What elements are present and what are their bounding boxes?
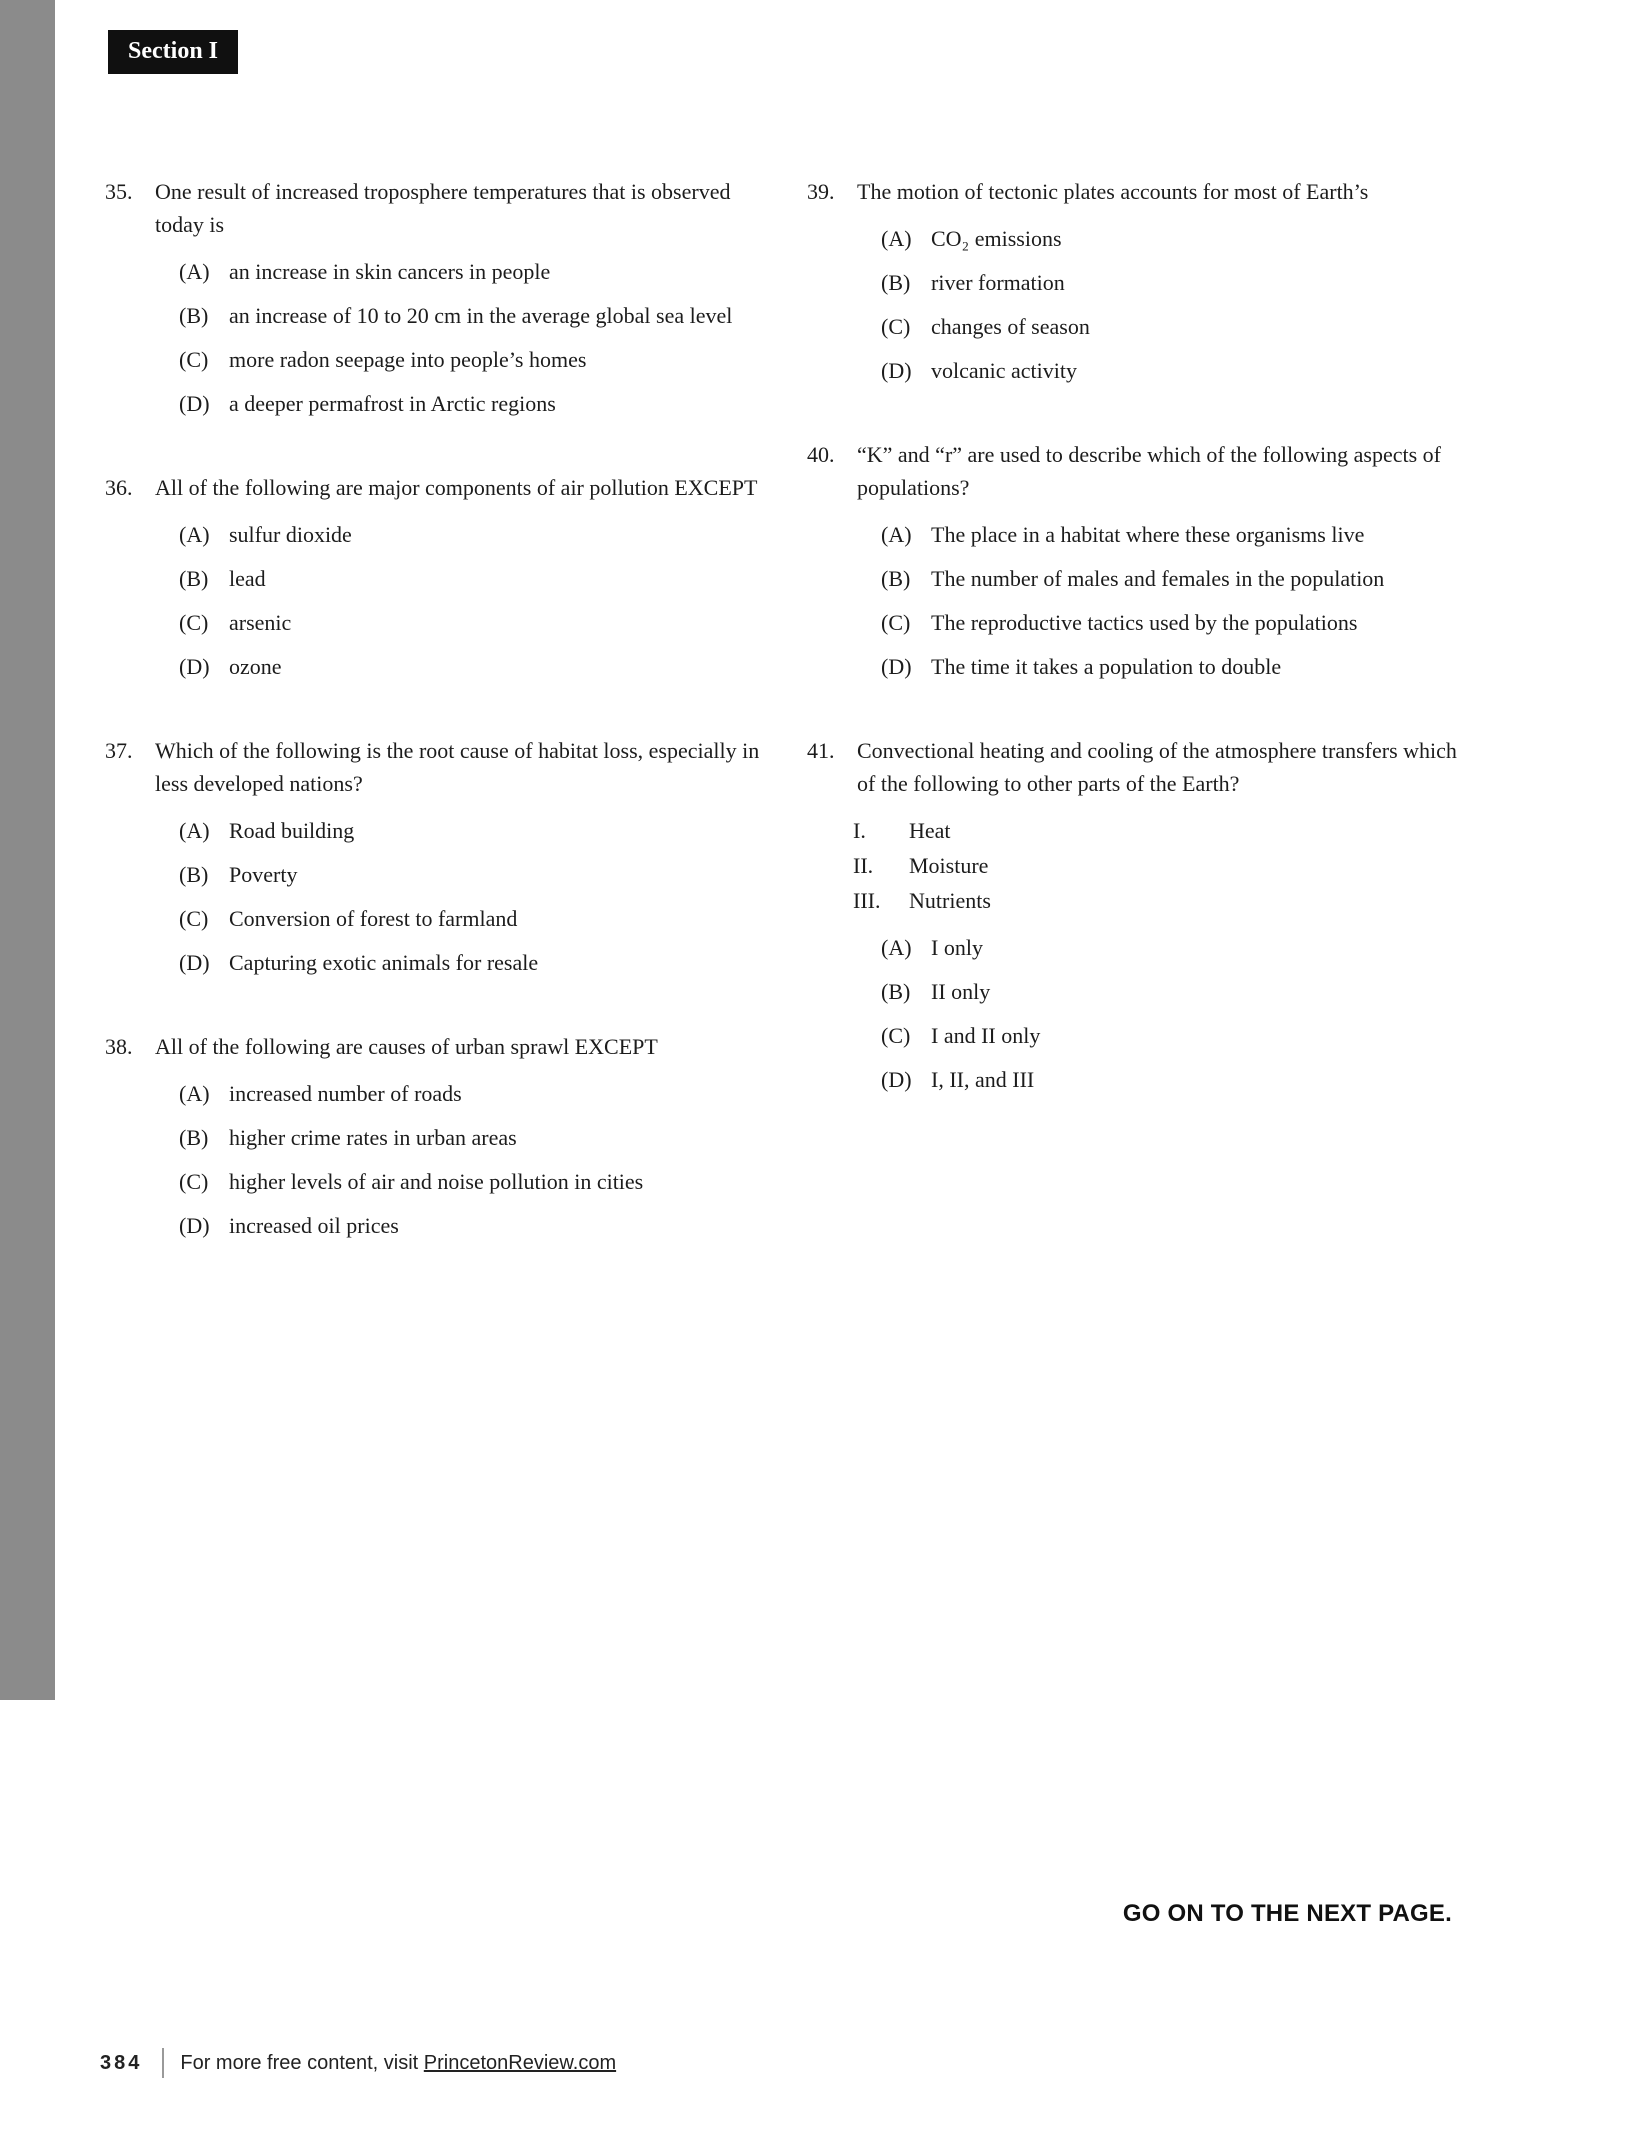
- choice-label: (C): [881, 314, 911, 339]
- choice-label: (A): [881, 935, 912, 960]
- choice-c: [881, 606, 1459, 639]
- choices-list: [179, 814, 767, 979]
- question-body: [155, 471, 767, 694]
- choice-a: [881, 222, 1459, 255]
- choice-text: The number of males and females in the population: [931, 566, 1385, 591]
- question-body: [857, 175, 1459, 398]
- choices-list: [881, 222, 1459, 387]
- question-stem: All of the following are causes of urban sprawl EXCEPT: [155, 1034, 658, 1059]
- choice-text: Road building: [229, 818, 355, 843]
- choice-d: [881, 1063, 1459, 1096]
- choice-label: (D): [881, 1067, 912, 1092]
- choice-label: (D): [179, 391, 210, 416]
- choice-label: (B): [179, 862, 209, 887]
- footer-divider: [162, 2048, 164, 2078]
- choice-label: (B): [179, 1125, 209, 1150]
- choice-label: (D): [881, 358, 912, 383]
- choice-d: [881, 354, 1459, 387]
- choice-text: river formation: [931, 270, 1065, 295]
- question-37: [105, 734, 767, 990]
- choices-list: [179, 255, 767, 420]
- choice-text: The reproductive tactics used by the populations: [931, 610, 1358, 635]
- question-body: [857, 438, 1459, 694]
- question-number: 41.: [807, 738, 835, 763]
- footer-text-prefix: For more free content, visit: [180, 2051, 424, 2074]
- choice-c: [881, 1019, 1459, 1052]
- roman-numeral-list: [853, 814, 1459, 917]
- question-body: [155, 175, 767, 431]
- choice-label: (A): [179, 522, 210, 547]
- choice-label: (C): [881, 1023, 911, 1048]
- choice-text: Poverty: [229, 862, 298, 887]
- question-39: [807, 175, 1459, 398]
- question-38: [105, 1030, 767, 1253]
- choice-a: [881, 931, 1459, 964]
- question-number: 36.: [105, 475, 133, 500]
- go-on-instruction: GO ON TO THE NEXT PAGE.: [1122, 1900, 1452, 1927]
- choice-label: (B): [881, 270, 911, 295]
- choice-a: [179, 255, 767, 288]
- choice-label: (C): [179, 347, 209, 372]
- question-41: [807, 734, 1459, 1107]
- roman-item-3: [853, 884, 1459, 917]
- choice-label: (D): [179, 950, 210, 975]
- question-stem: “K” and “r” are used to describe which of the following aspects of populations?: [857, 442, 1441, 500]
- choice-label: (B): [881, 566, 911, 591]
- choice-label: (D): [881, 654, 912, 679]
- choice-c: [179, 606, 767, 639]
- choice-text: arsenic: [229, 610, 292, 635]
- question-stem: All of the following are major components of air pollution EXCEPT: [155, 475, 758, 500]
- choice-c: [179, 902, 767, 935]
- choice-a: [179, 1077, 767, 1110]
- choice-b: [881, 975, 1459, 1008]
- question-35: [105, 175, 767, 431]
- question-stem: The motion of tectonic plates accounts for most of Earth’s: [857, 179, 1369, 204]
- roman-item-1: [853, 814, 1459, 847]
- choice-text: increased number of roads: [229, 1081, 462, 1106]
- choice-text: higher crime rates in urban areas: [229, 1125, 517, 1150]
- question-body: [155, 734, 767, 990]
- question-number: 35.: [105, 179, 133, 204]
- choices-list: [179, 518, 767, 683]
- choice-text: a deeper permafrost in Arctic regions: [229, 391, 556, 416]
- choice-text: Conversion of forest to farmland: [229, 906, 518, 931]
- roman-label: III.: [853, 888, 881, 913]
- choice-text: I and II only: [931, 1023, 1041, 1048]
- choice-label: (A): [179, 259, 210, 284]
- choice-label: (D): [179, 654, 210, 679]
- choice-b: [179, 299, 767, 332]
- question-40: [807, 438, 1459, 694]
- question-stem: One result of increased troposphere temperatures that is observed today is: [155, 179, 731, 237]
- roman-text: Moisture: [909, 853, 989, 878]
- footer-text: [180, 2052, 616, 2075]
- choice-label: (C): [179, 610, 209, 635]
- choice-label: (A): [179, 818, 210, 843]
- choice-text: Capturing exotic animals for resale: [229, 950, 539, 975]
- choice-b: [179, 858, 767, 891]
- choice-d: [179, 650, 767, 683]
- choice-b: [179, 1121, 767, 1154]
- choice-text: I, II, and III: [931, 1067, 1035, 1092]
- choice-text: I only: [931, 935, 983, 960]
- left-margin-bar: [0, 0, 55, 1700]
- question-stem: Which of the following is the root cause of habitat loss, especially in less developed nations?: [155, 738, 760, 796]
- choice-d: [179, 946, 767, 979]
- choices-list: [179, 1077, 767, 1242]
- choice-label: (B): [179, 566, 209, 591]
- page-footer: [100, 2048, 616, 2078]
- left-column: [105, 175, 767, 1293]
- roman-label: I.: [853, 818, 866, 843]
- choice-text: increased oil prices: [229, 1213, 399, 1238]
- choice-label: (D): [179, 1213, 210, 1238]
- question-number: 39.: [807, 179, 835, 204]
- question-body: [853, 734, 1459, 1107]
- choices-list: [881, 931, 1459, 1096]
- section-label: [108, 30, 238, 74]
- choice-b: [881, 562, 1459, 595]
- choice-b: [179, 562, 767, 595]
- choice-text: ozone: [229, 654, 282, 679]
- choice-a: [881, 518, 1459, 551]
- choices-list: [881, 518, 1459, 683]
- choice-text: an increase in skin cancers in people: [229, 259, 551, 284]
- question-number: 37.: [105, 738, 133, 763]
- choice-text: more radon seepage into people’s homes: [229, 347, 587, 372]
- choice-c: [881, 310, 1459, 343]
- choice-text: lead: [229, 566, 266, 591]
- question-number: 40.: [807, 442, 835, 467]
- choice-label: (A): [881, 226, 912, 251]
- question-stem: Convectional heating and cooling of the atmosphere transfers which of the following to other parts of the Earth?: [857, 738, 1457, 796]
- roman-text: Nutrients: [909, 888, 991, 913]
- choice-label: (B): [179, 303, 209, 328]
- roman-text: Heat: [909, 818, 951, 843]
- choice-c: [179, 1165, 767, 1198]
- choice-label: (C): [179, 1169, 209, 1194]
- page-number: 384: [100, 2051, 143, 2074]
- right-column: [807, 175, 1459, 1293]
- roman-item-2: [853, 849, 1459, 882]
- choice-c: [179, 343, 767, 376]
- question-body: [155, 1030, 767, 1253]
- choice-label: (A): [179, 1081, 210, 1106]
- question-number: 38.: [105, 1034, 133, 1059]
- choice-label: (C): [179, 906, 209, 931]
- choice-text: changes of season: [931, 314, 1090, 339]
- section-label-text: Section I: [128, 38, 218, 64]
- choice-text: The place in a habitat where these organisms live: [931, 522, 1365, 547]
- choice-text: an increase of 10 to 20 cm in the average global sea level: [229, 303, 733, 328]
- princeton-review-link[interactable]: PrincetonReview.com: [423, 2051, 617, 2074]
- choice-text: volcanic activity: [931, 358, 1077, 383]
- choice-label: (C): [881, 610, 911, 635]
- choice-a: [179, 518, 767, 551]
- choice-a: [179, 814, 767, 847]
- questions-area: [105, 175, 1465, 1293]
- choice-text: sulfur dioxide: [229, 522, 352, 547]
- choice-text: higher levels of air and noise pollution in cities: [229, 1169, 644, 1194]
- choice-label: (A): [881, 522, 912, 547]
- choice-d: [179, 1209, 767, 1242]
- choice-text: II only: [931, 979, 991, 1004]
- choice-text: CO₂ emissions: [931, 226, 1062, 251]
- choice-b: [881, 266, 1459, 299]
- choice-label: (B): [881, 979, 911, 1004]
- choice-d: [881, 650, 1459, 683]
- choice-text: The time it takes a population to double: [931, 654, 1282, 679]
- choice-d: [179, 387, 767, 420]
- question-36: [105, 471, 767, 694]
- roman-label: II.: [853, 853, 874, 878]
